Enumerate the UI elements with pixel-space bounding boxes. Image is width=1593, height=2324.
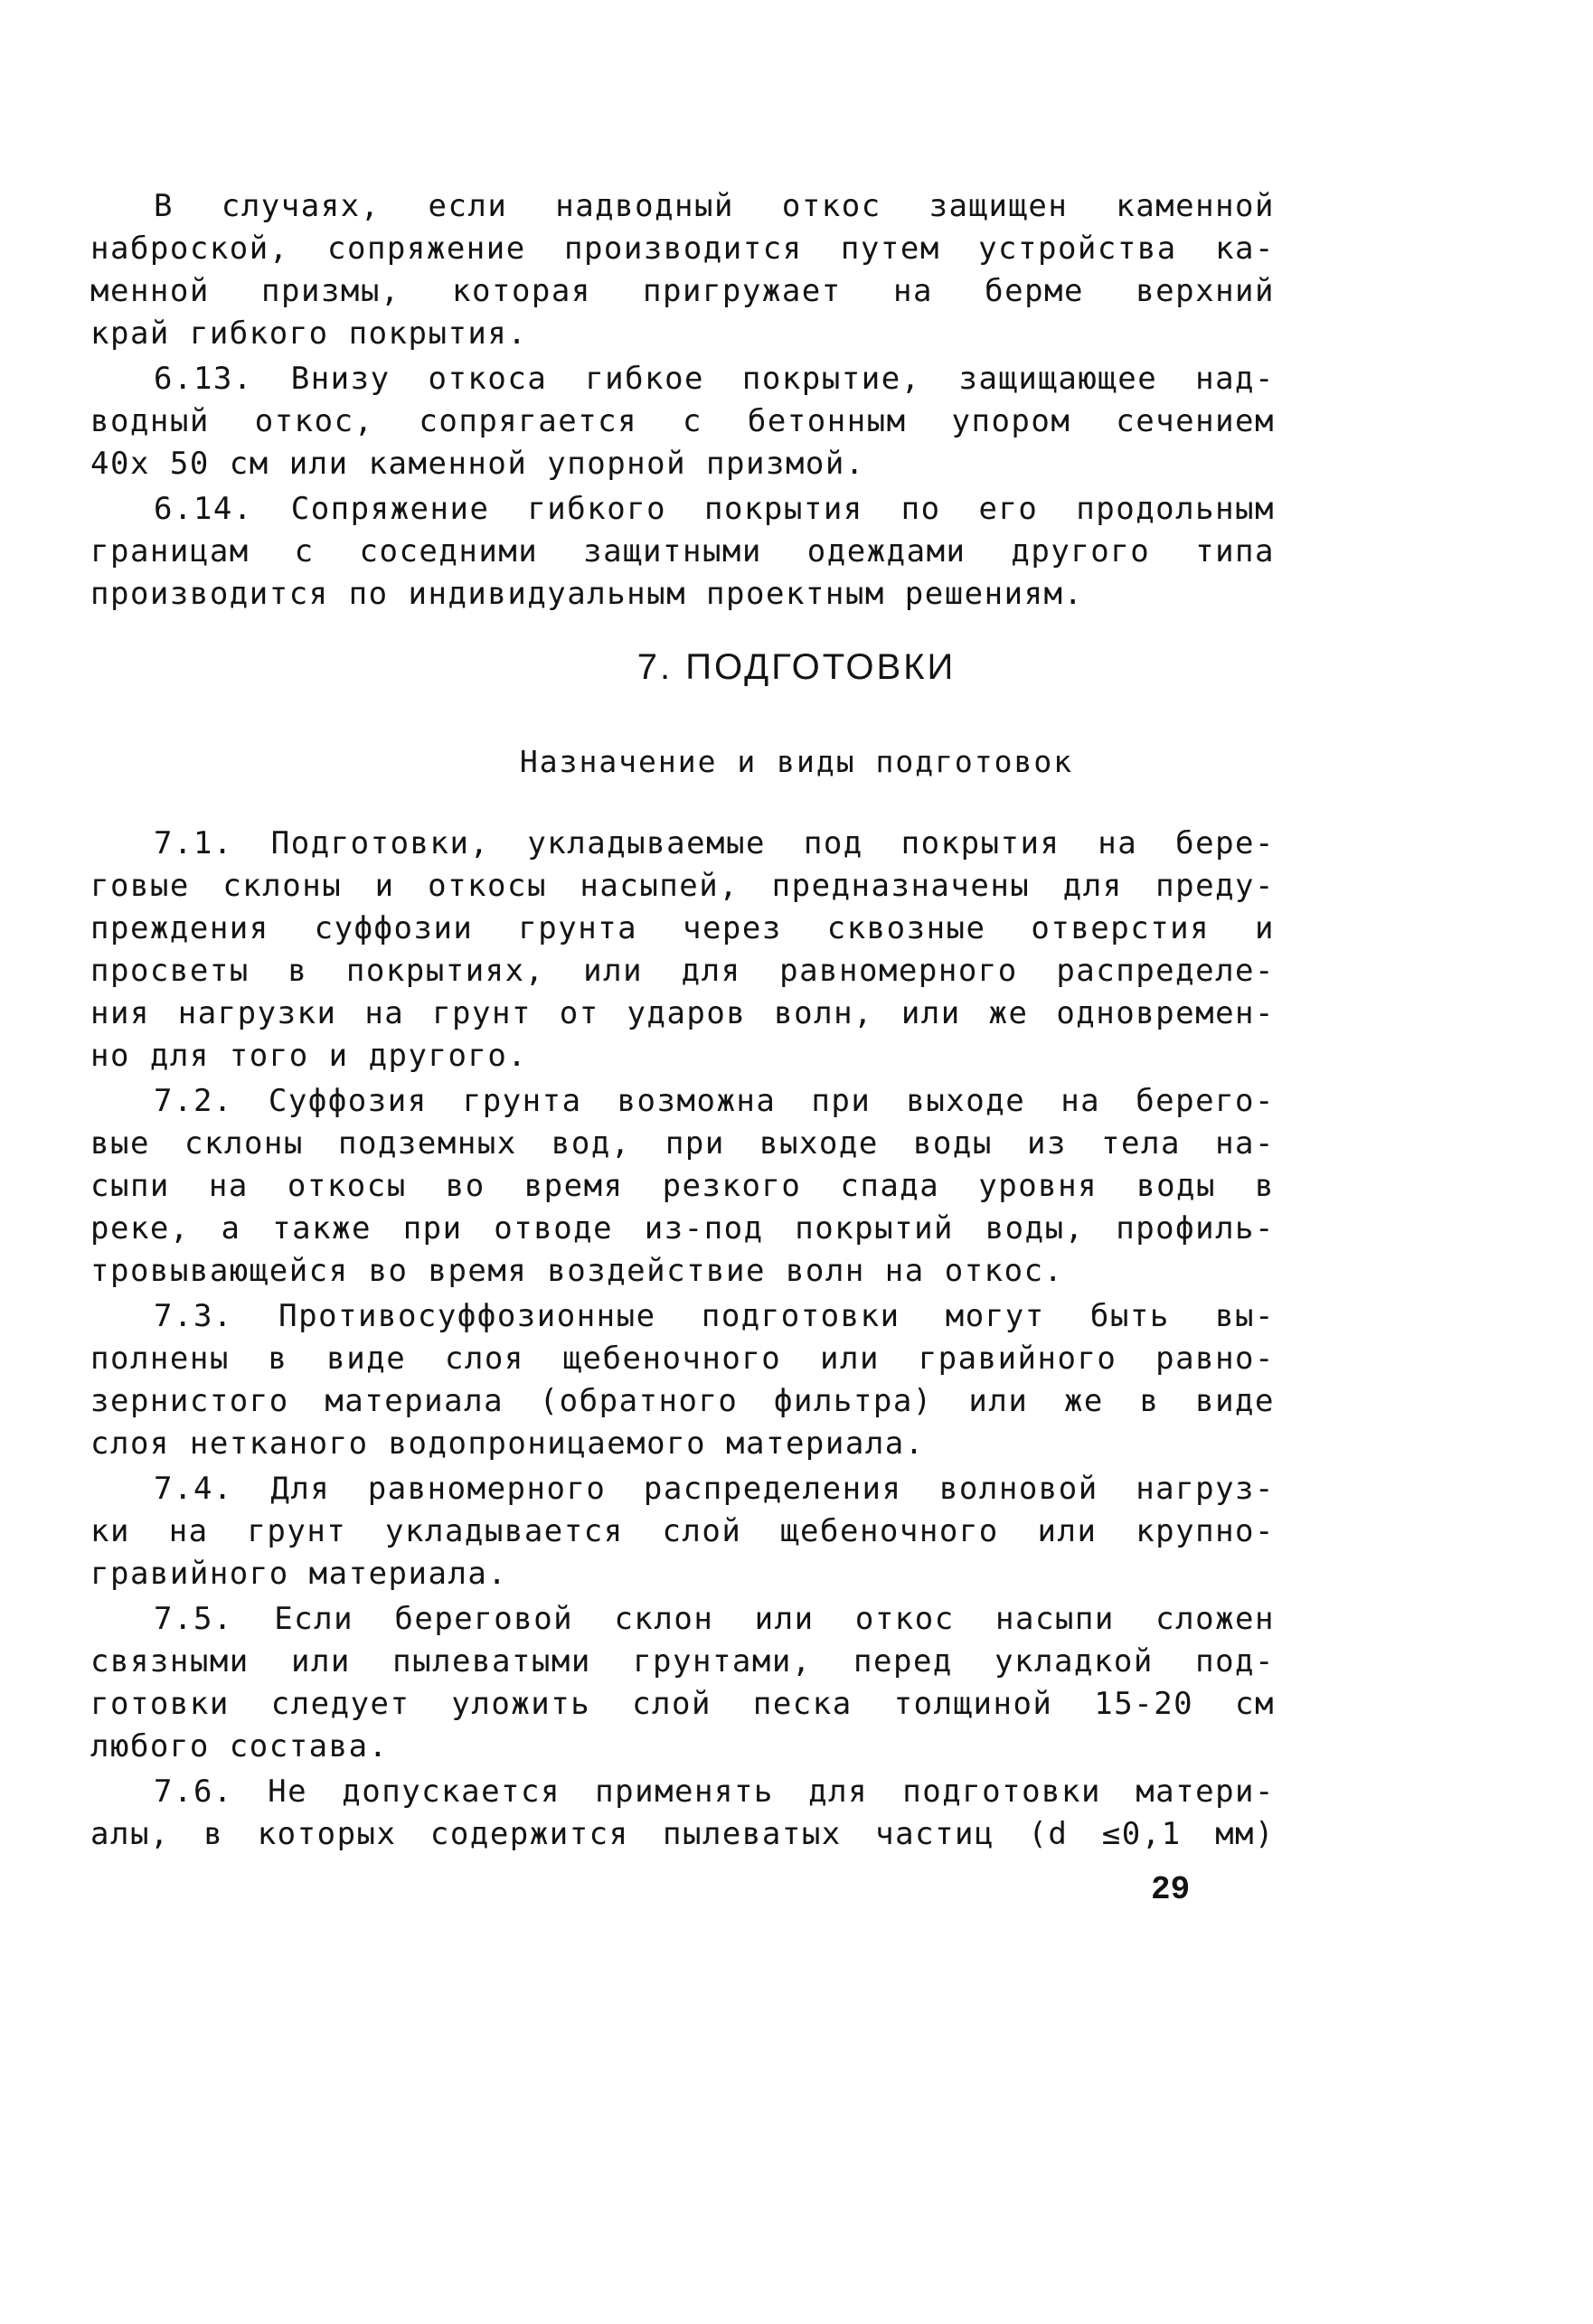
paragraph-7-6 [90,1771,1275,1856]
text-line: сыпи на откосы во время резкого спада уровня воды в [90,1168,1275,1204]
text-line: просветы в покрытиях, или для равномерного распределе- [90,953,1275,989]
text-line: 7.5. Если береговой склон или откос насыпи сложен [154,1601,1275,1637]
subsection-title: Назначение и виды подготовок [519,744,1074,779]
text-line: 7.3. Противосуффозионные подготовки могут быть вы- [154,1298,1275,1334]
text-line: 40х 50 см или каменной упорной призмой. [90,446,865,482]
paragraph-6-14 [90,488,1275,616]
paragraph-7-4 [90,1468,1275,1595]
text-line: 6.13. Внизу откоса гибкое покрытие, защищающее над- [154,361,1275,397]
top-paragraphs [90,185,1275,616]
text-line: 7.4. Для равномерного распределения волновой нагруз- [154,1471,1275,1507]
text-line: ки на грунт укладывается слой щебеночного или крупно- [90,1513,1275,1549]
text-line: реке, а также при отводе из-под покрытий воды, профиль- [90,1210,1275,1247]
paragraph-7-2 [90,1080,1275,1293]
text-line: зернистого материала (обратного фильтра) или же в виде [90,1383,1275,1419]
text-line: но для того и другого. [90,1038,528,1074]
paragraph-7-1 [90,823,1275,1077]
text-line: слоя нетканого водопроницаемого материала. [90,1425,925,1462]
text-line: границам с соседними защитными одеждами другого типа [90,533,1275,569]
text-line: менной призмы, которая пригружает на берме верхний [90,273,1275,309]
text-line: гравийного материала. [90,1556,508,1592]
text-line: 7.6. Не допускается применять для подготовки матери- [154,1774,1275,1810]
paragraph-6-13 [90,358,1275,485]
text-line: производится по индивидуальным проектным решениям. [90,576,1084,612]
page-number: 29 [1151,1871,1191,1908]
text-line: связными или пылеватыми грунтами, перед укладкой под- [90,1643,1275,1679]
text-line: 7.1. Подготовки, укладываемые под покрытия на бере- [154,825,1275,861]
text-line: говые склоны и откосы насыпей, предназначены для преду- [90,868,1275,904]
paragraph-7-5 [90,1598,1275,1768]
text-line: край гибкого покрытия. [90,315,528,352]
text-line: наброской, сопряжение производится путем устройства ка- [90,231,1275,267]
text-line: тровывающейся во время воздействие волн на откос. [90,1253,1064,1289]
section-title: 7. ПОДГОТОВКИ [636,647,957,687]
text-line: вые склоны подземных вод, при выходе воды из тела на- [90,1125,1275,1162]
text-line: 7.2. Суффозия грунта возможна при выходе на берего- [154,1083,1275,1119]
text-line: преждения суффозии грунта через сквозные отверстия и [90,910,1275,946]
text-line: алы, в которых содержится пылеватых частиц (d ≤0,1 мм) [90,1816,1275,1852]
text-line: В случаях, если надводный откос защищен каменной [154,188,1275,224]
text-line: готовки следует уложить слой песка толщиной 15-20 см [90,1686,1275,1722]
paragraph-7-3 [90,1295,1275,1465]
paragraph-flexible-cover-joint [90,185,1275,355]
text-line: водный откос, сопрягается с бетонным упором сечением [90,403,1275,439]
bottom-paragraphs [90,823,1275,1856]
text-line: полнены в виде слоя щебеночного или гравийного равно- [90,1341,1275,1377]
text-line: 6.14. Сопряжение гибкого покрытия по его продольным [154,491,1275,527]
text-line: ния нагрузки на грунт от ударов волн, или же одновремен- [90,995,1275,1031]
text-line: любого состава. [90,1728,389,1764]
